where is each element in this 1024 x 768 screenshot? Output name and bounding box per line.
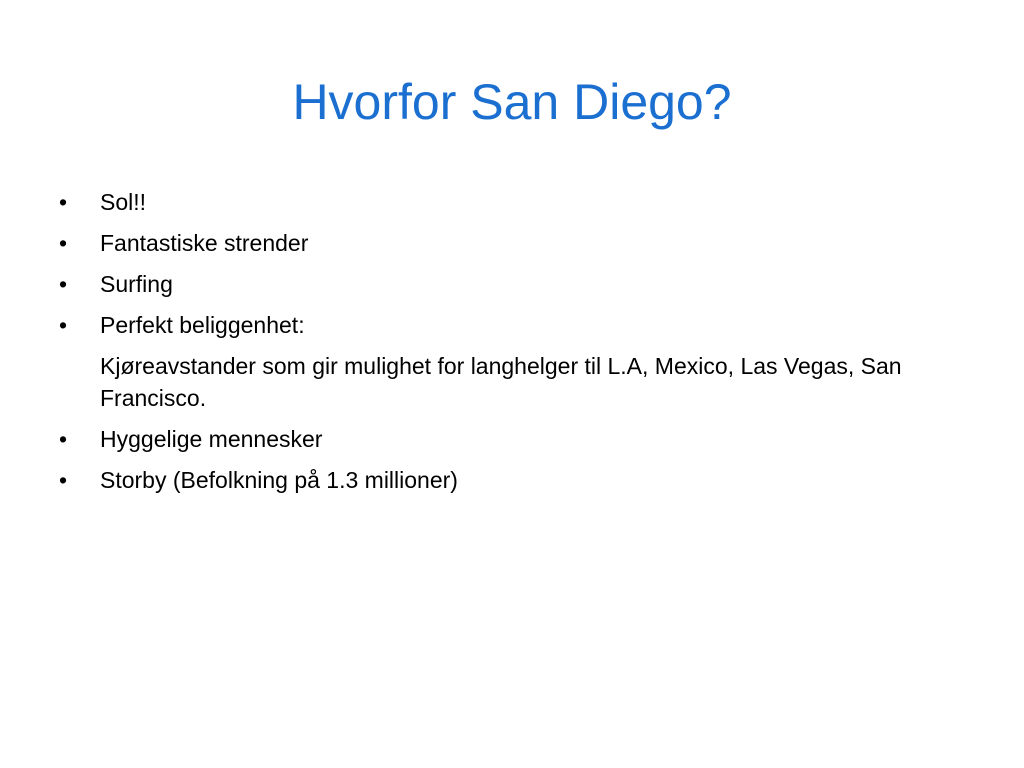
bullet-item-location: • Perfekt beliggenhet: (58, 309, 958, 341)
bullet-item-beaches: • Fantastiske strender (58, 227, 958, 259)
bullet-item-people: • Hyggelige mennesker (58, 423, 958, 455)
sub-item-driving-distances: Kjøreavstander som gir mulighet for langhelger til L.A, Mexico, Las Vegas, San Francisco. (100, 353, 902, 411)
slide-title: Hvorfor San Diego? (292, 74, 732, 130)
bullet-item-surfing: • Surfing (58, 268, 958, 300)
bullet-item-city: • Storby (Befolkning på 1.3 millioner) (58, 464, 958, 496)
bullet-item-sun: • Sol!! (58, 186, 958, 218)
bullet-list (58, 186, 958, 505)
